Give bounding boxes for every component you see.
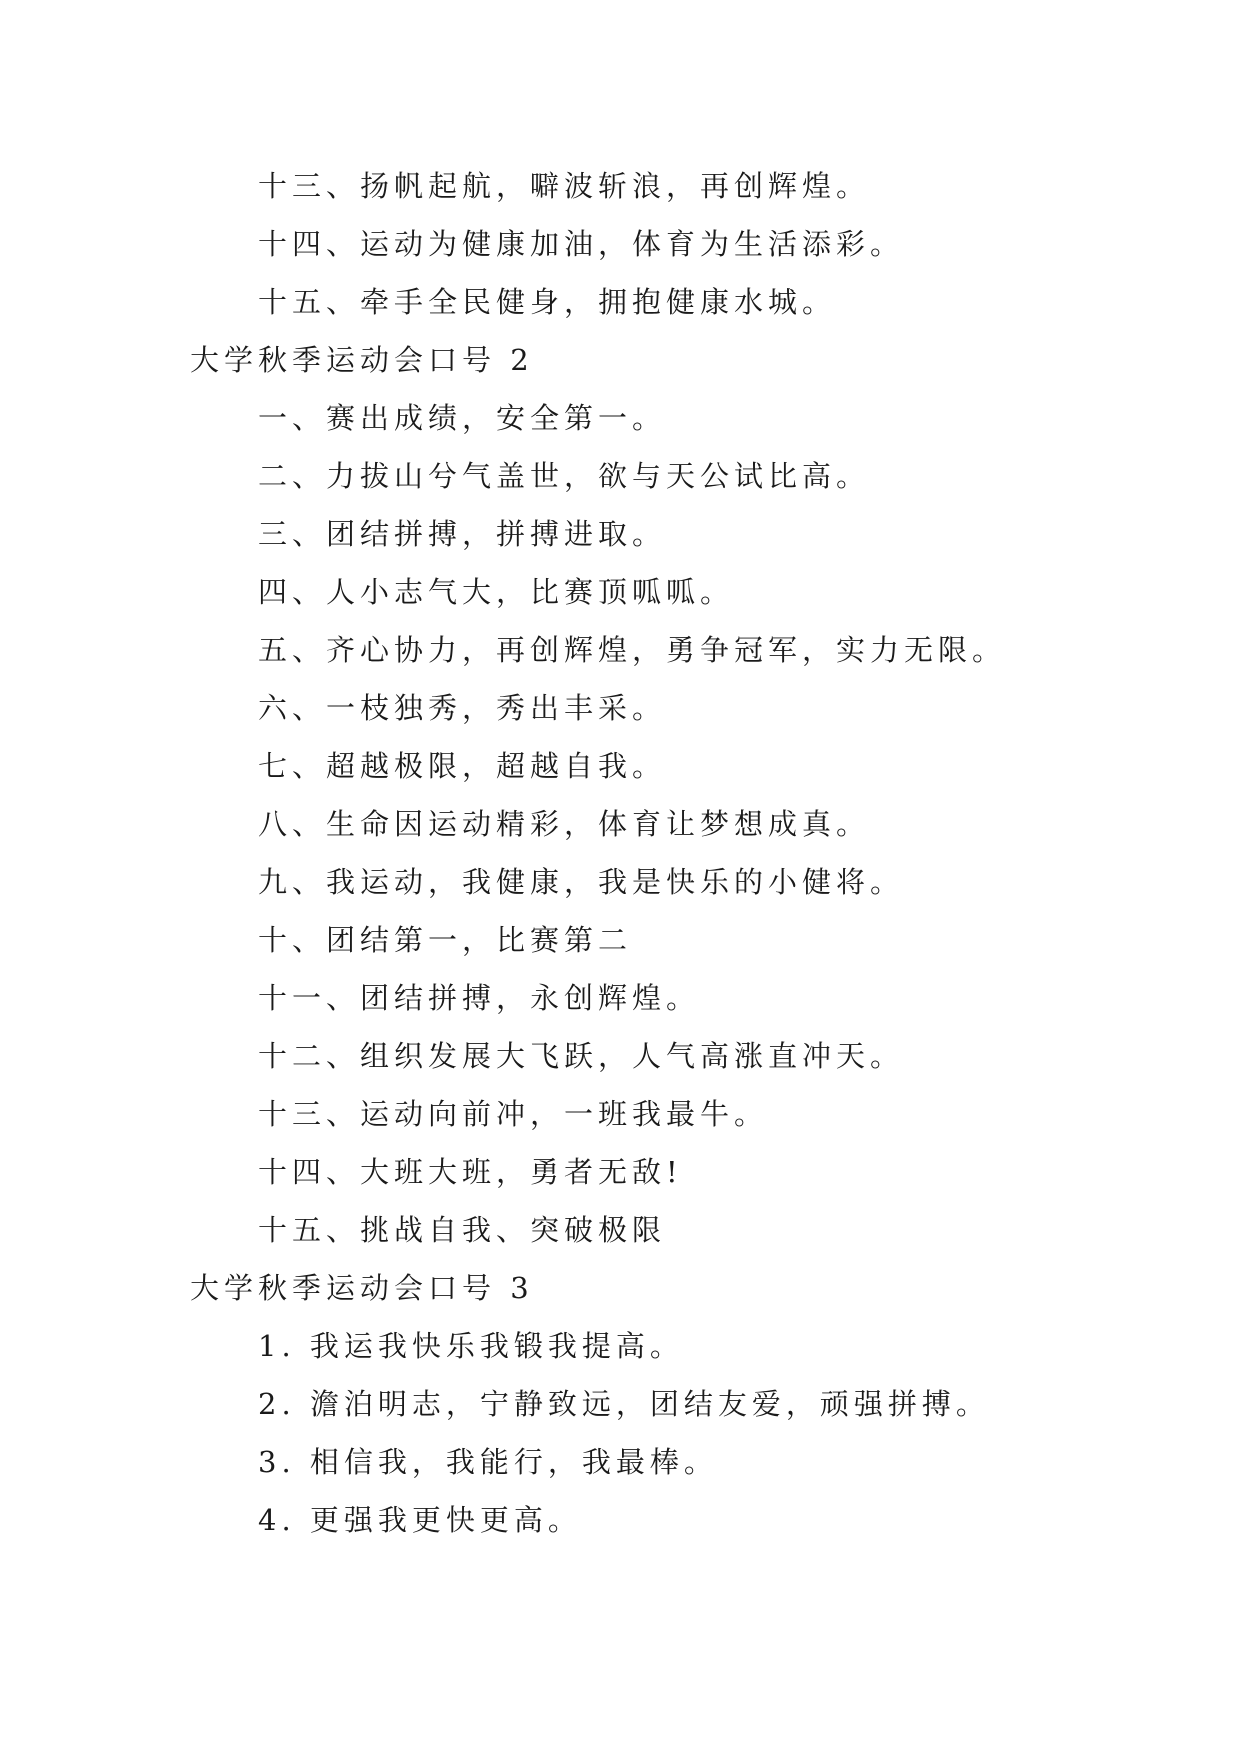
section-heading: 大学秋季运动会口号 3 <box>190 1271 534 1305</box>
slogan-line: 五、齐心协力，再创辉煌，勇争冠军，实力无限。 <box>258 633 1007 667</box>
section-heading: 大学秋季运动会口号 2 <box>190 343 534 377</box>
slogan-line: 七、超越极限，超越自我。 <box>258 749 667 783</box>
slogan-line: 十五、挑战自我、突破极限 <box>258 1213 667 1247</box>
slogan-line: 4. 更强我更快更高。 <box>258 1503 582 1537</box>
slogan-line: 六、一枝独秀，秀出丰采。 <box>258 691 667 725</box>
slogan-line: 九、我运动，我健康，我是快乐的小健将。 <box>258 865 905 899</box>
slogan-line: 八、生命因运动精彩，体育让梦想成真。 <box>258 807 871 841</box>
slogan-line: 十三、扬帆起航，噼波斩浪，再创辉煌。 <box>258 169 871 203</box>
slogan-line: 十四、运动为健康加油，体育为生活添彩。 <box>258 227 905 261</box>
slogan-line: 四、人小志气大，比赛顶呱呱。 <box>258 575 735 609</box>
slogan-line: 三、团结拼搏，拼搏进取。 <box>258 517 667 551</box>
slogan-line: 1. 我运我快乐我锻我提高。 <box>258 1329 684 1363</box>
slogan-line: 十、团结第一，比赛第二 <box>258 923 633 957</box>
slogan-line: 3. 相信我，我能行，我最棒。 <box>258 1445 718 1479</box>
slogan-line: 十三、运动向前冲，一班我最牛。 <box>258 1097 769 1131</box>
slogan-line: 十五、牵手全民健身，拥抱健康水城。 <box>258 285 837 319</box>
slogan-line: 二、力拔山兮气盖世，欲与天公试比高。 <box>258 459 871 493</box>
slogan-line: 十一、团结拼搏，永创辉煌。 <box>258 981 701 1015</box>
slogan-line: 一、赛出成绩，安全第一。 <box>258 401 667 435</box>
slogan-line: 2. 澹泊明志，宁静致远，团结友爱，顽强拼搏。 <box>258 1387 990 1421</box>
slogan-line: 十四、大班大班，勇者无敌! <box>258 1155 683 1189</box>
slogan-line: 十二、组织发展大飞跃，人气高涨直冲天。 <box>258 1039 905 1073</box>
document-body <box>190 157 1090 1549</box>
